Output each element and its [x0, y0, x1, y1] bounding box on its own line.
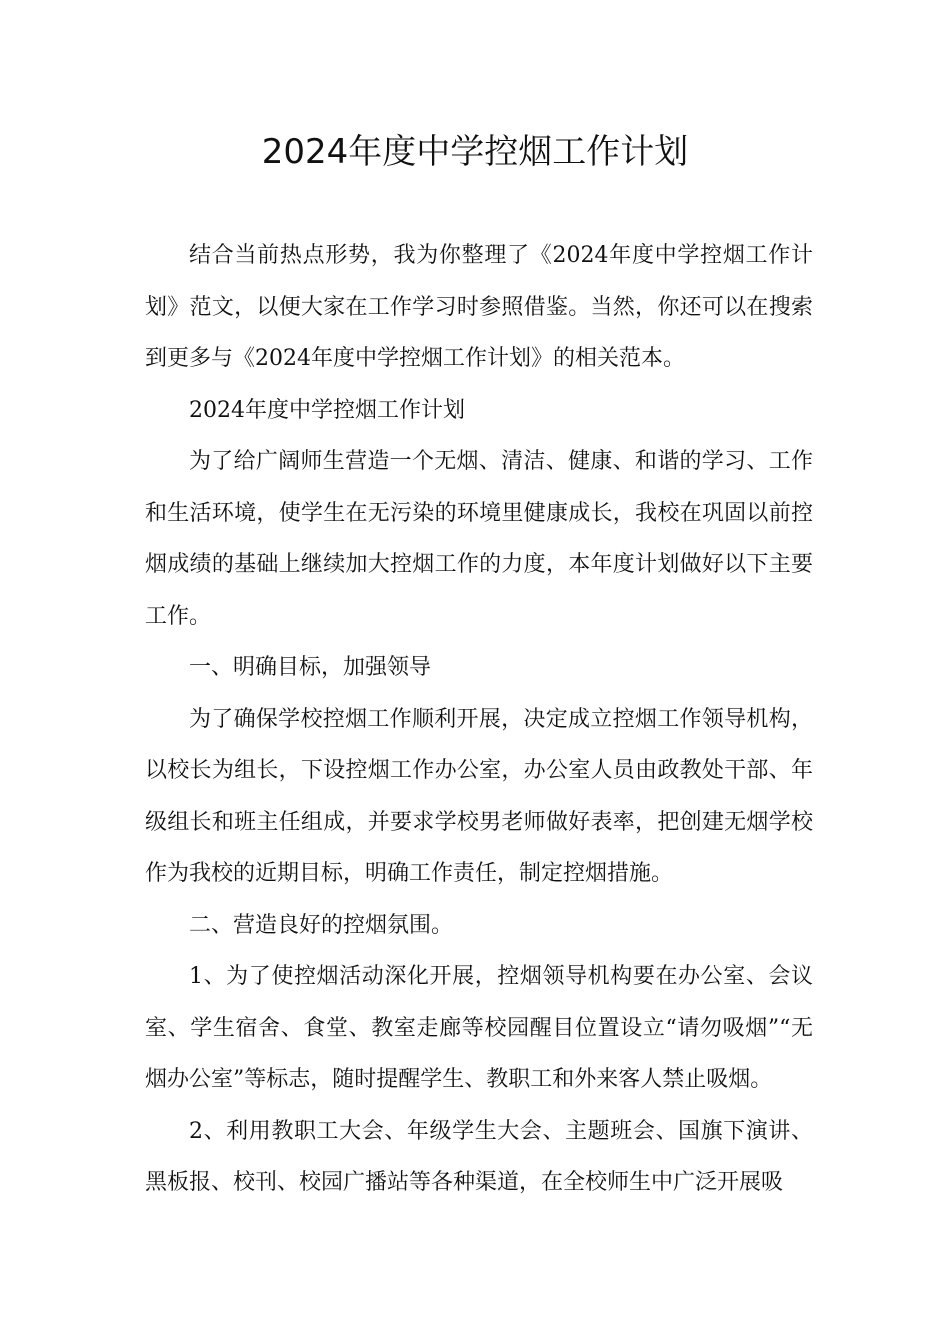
item-2-paragraph: 2、利用教职工大会、年级学生大会、主题班会、国旗下演讲、黑板报、校刊、校园广播站等各种渠道，在全校师生中广泛开展吸: [145, 1118, 813, 1195]
section-1-paragraph: 为了确保学校控烟工作顺利开展，决定成立控烟工作领导机构，以校长为组长，下设控烟工作办公室，办公室人员由政教处干部、年级组长和班主任组成，并要求学校男老师做好表率，把创建无烟学校作为我校的近期目标，明确工作责任，制定控烟措施。: [145, 706, 813, 886]
section-heading-2: 二、营造良好的控烟氛围。: [189, 912, 454, 938]
document-body: [145, 230, 813, 1209]
intro-paragraph: 结合当前热点形势，我为你整理了《2024年度中学控烟工作计划》范文，以便大家在工作学习时参照借鉴。当然，你还可以在搜索到更多与《2024年度中学控烟工作计划》的相关范本。: [145, 243, 813, 371]
item-1-paragraph: 1、为了使控烟活动深化开展，控烟领导机构要在办公室、会议室、学生宿舍、食堂、教室走廊等校园醒目位置设立“请勿吸烟”“无烟办公室”等标志，随时提醒学生、教职工和外来客人禁止吸烟。: [145, 964, 813, 1092]
subtitle-paragraph: 2024年度中学控烟工作计划: [189, 397, 465, 423]
purpose-paragraph: 为了给广阔师生营造一个无烟、清洁、健康、和谐的学习、工作和生活环境，使学生在无污染的环境里健康成长，我校在巩固以前控烟成绩的基础上继续加大控烟工作的力度，本年度计划做好以下主要工作。: [145, 449, 813, 629]
document-title: 2024年度中学控烟工作计划: [261, 132, 689, 172]
section-heading-1: 一、明确目标，加强领导: [189, 655, 432, 680]
